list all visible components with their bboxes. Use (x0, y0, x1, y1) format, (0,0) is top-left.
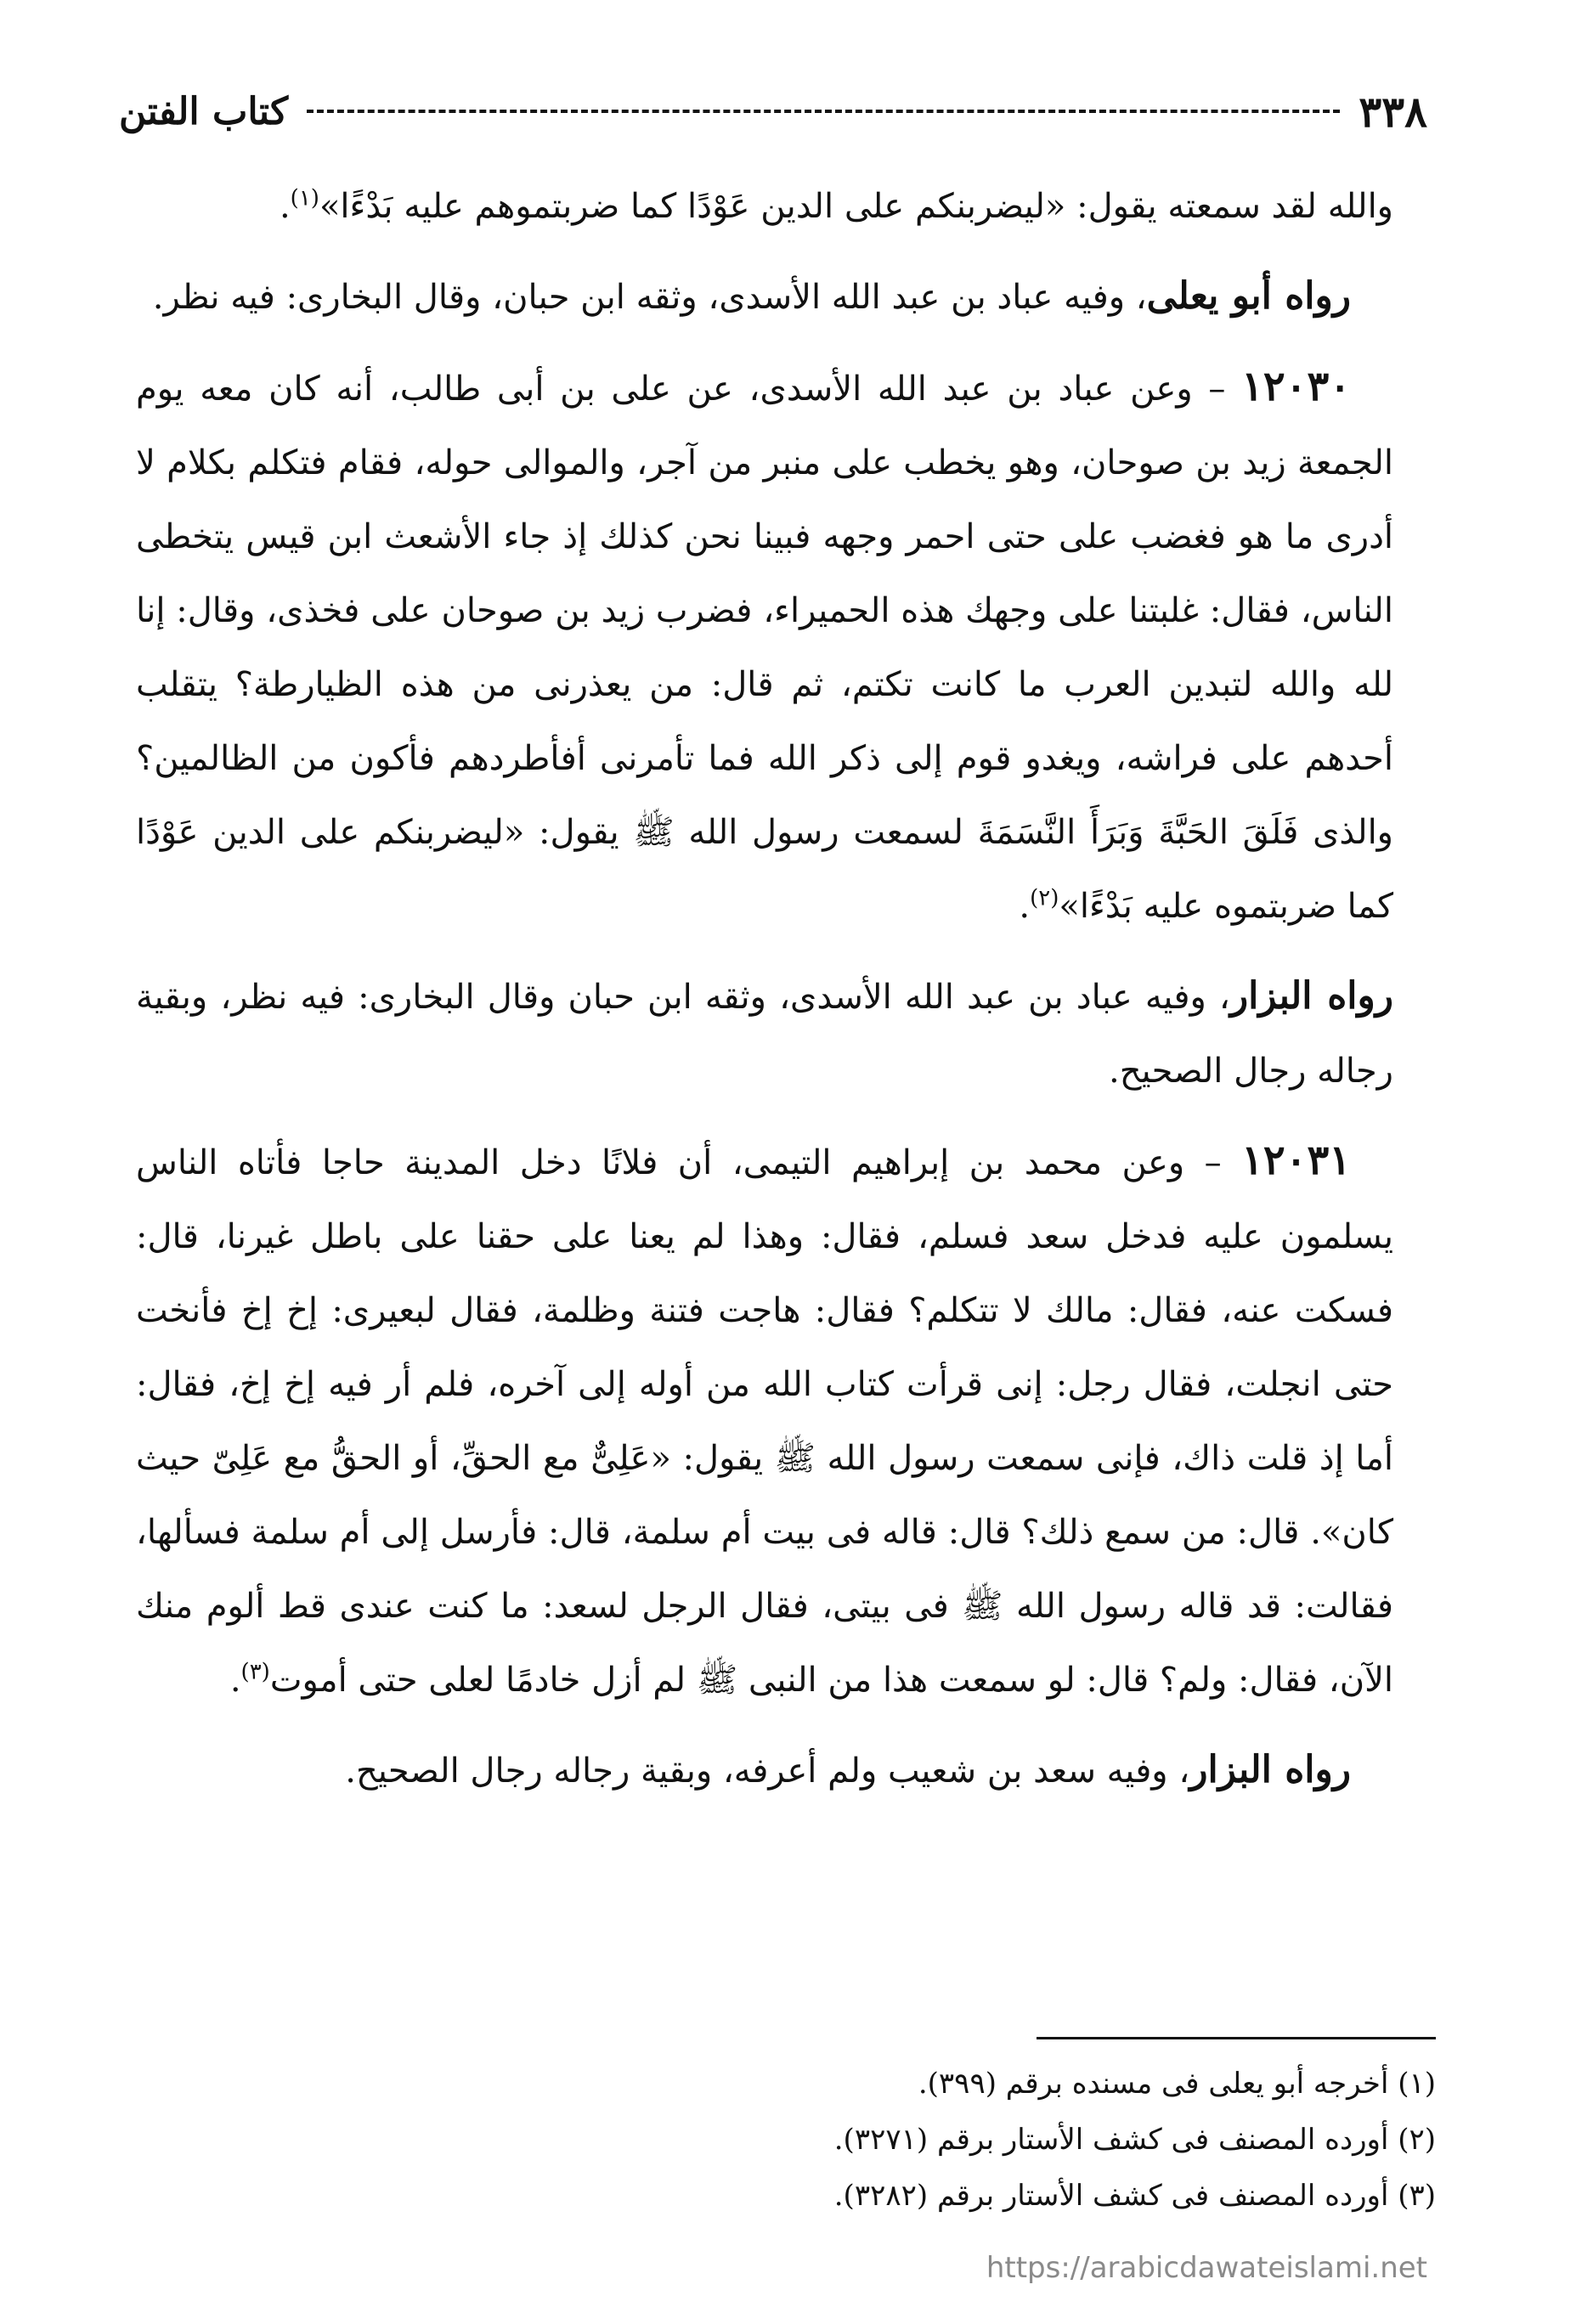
watermark-url: https://arabicdawateislami.net (986, 2251, 1427, 2285)
footnote-item: (٣) أورده المصنف فى كشف الأستار برقم (٣٢٨٢). (833, 2179, 1436, 2213)
footnote-item: (٢) أورده المصنف فى كشف الأستار برقم (٣٢٧١). (833, 2123, 1436, 2157)
paragraph-text: ، وفيه عباد بن عبد الله الأسدى، وثقه ابن حبان، وقال البخارى: فيه نظر. (152, 278, 1147, 317)
book-title: كتاب الفتن (119, 89, 289, 133)
hadith-entry: ١٢٠٣٠ – وعن عباد بن عبد الله الأسدى، عن على بن أبى طالب، أنه كان معه يوم الجمعة زيد بن صوحان، وهو يخطب على منبر من آجر، والموالى حوله، فقام فتكلم بكلام لا أدرى ما هو فغضب على حتى احمر وجهه فبينا نحن كذلك إذ جاء الأشعث ابن قيس يتخطى الناس، فقال: غلبتنا على وجهك هذه الحميراء، فضرب زيد بن صوحان على فخذى، وقال: إنا لله والله لتبدين العرب ما كانت تكتم، ثم قال: من يعذرنى من هذه الظيارطة؟ يتقلب أحدهم على فراشه، ويغدو قوم إلى ذكر الله فما تأمرنى أفأطردهم فأكون من الظالمين؟ والذى فَلَقَ الحَبَّةَ وَبَرَأَ النَّسَمَةَ لسمعت رسول الله ﷺ يقول: «ليضربنكم على الدين عَوْدًا كما ضربتموه عليه بَدْءًا»$^{(٢)}$. (136, 363, 1393, 926)
hadith-text: – وعن عباد بن عبد الله الأسدى، عن على بن أبى طالب، أنه كان معه يوم الجمعة زيد بن صوحان، وهو يخطب على منبر من آجر، والموالى حوله، فقام فتكلم بكلام لا أدرى ما هو فغضب على حتى احمر وجهه فبينا نحن كذلك إذ جاء الأشعث ابن قيس يتخطى الناس، فقال: غلبتنا على وجهك هذه الحميراء، فضرب زيد بن صوحان على فخذى، وقال: إنا لله والله لتبدين العرب ما كانت تكتم، ثم قال: من يعذرنى من هذه الظيارطة؟ يتقلب أحدهم على فراشه، ويغدو قوم إلى ذكر الله فما تأمرنى أفأطردهم فأكون من الظالمين؟ والذى فَلَقَ الحَبَّةَ وَبَرَأَ النَّسَمَةَ لسمعت رسول الله ﷺ يقول: «ليضربنكم على الدين عَوْدًا كما ضربتموه عليه بَدْءًا» (136, 369, 1393, 926)
footnote-divider (1037, 2037, 1436, 2039)
paragraph-quote-end: والله لقد سمعته يقول: «ليضربنكم على الدين عَوْدًا كما ضربتموهم عليه بَدْءًا»$^{(١)}$. (279, 185, 1393, 226)
footnotes (595, 2056, 1436, 2224)
paragraph-narration (136, 959, 1393, 1108)
hadith-text: – وعن محمد بن إبراهيم التيمى، أن فلانًا دخل المدينة حاجا فأتاه الناس يسلمون عليه فدخل سعد فسلم، فقال: وهذا لم يعنا على حقنا على باطل غيرنا، قال: فسكت عنه، فقال: مالك لا تتكلم؟ فقال: هاجت فتنة وظلمة، فقال لبعيرى: إخ إخ فأنخت حتى انجلت، فقال رجل: إنى قرأت كتاب الله من أوله إلى آخره، فلم أر فيه إخ إخ، فقال: أما إذ قلت ذاك، فإنى سمعت رسول الله ﷺ يقول: «عَلِىٌّ مع الحقِّ، أو الحقُّ مع عَلِىّ حيث كان». قال: من سمع ذلك؟ قال: قاله فى بيت أم سلمة، قال: فأرسل إلى أم سلمة فسألها، فقالت: قد قاله رسول الله ﷺ فى بيتى، فقال الرجل لسعد: ما كنت عندى قط ألوم منك الآن، فقال: ولم؟ قال: لو سمعت هذا من النبى ﷺ لم أزل خادمًا لعلى حتى أموت (136, 1143, 1393, 1700)
hadith-number: ١٢٠٣٠ (1241, 363, 1351, 410)
paragraph-narration (136, 259, 1393, 335)
paragraph-text: ، وفيه سعد بن شعيب ولم أعرفه، وبقية رجاله رجال الصحيح. (345, 1751, 1190, 1791)
footnote-ref: (١) (290, 185, 319, 212)
paragraph-text: ، وفيه عباد بن عبد الله الأسدى، وثقه ابن حبان وقال البخارى: فيه نظر، وبقية رجاله رجال الصحيح. (136, 978, 1393, 1091)
paragraph-text: والله لقد سمعته يقول: «ليضربنكم على الدين عَوْدًا كما ضربتموهم عليه بَدْءًا» (319, 187, 1393, 226)
narrator-label: رواه أبو يعلى (1146, 274, 1351, 318)
hadith-entry: ١٢٠٣١ – وعن محمد بن إبراهيم التيمى، أن فلانًا دخل المدينة حاجا فأتاه الناس يسلمون عليه فدخل سعد فسلم، فقال: وهذا لم يعنا على حقنا على باطل غيرنا، قال: فسكت عنه، فقال: مالك لا تتكلم؟ فقال: هاجت فتنة وظلمة، فقال لبعيرى: إخ إخ فأنخت حتى انجلت، فقال رجل: إنى قرأت كتاب الله من أوله إلى آخره، فلم أر فيه إخ إخ، فقال: أما إذ قلت ذاك، فإنى سمعت رسول الله ﷺ يقول: «عَلِىٌّ مع الحقِّ، أو الحقُّ مع عَلِىّ حيث كان». قال: من سمع ذلك؟ قال: قاله فى بيت أم سلمة، قال: فأرسل إلى أم سلمة فسألها، فقالت: قد قاله رسول الله ﷺ فى بيتى، فقال الرجل لسعد: ما كنت عندى قط ألوم منك الآن، فقال: ولم؟ قال: لو سمعت هذا من النبى ﷺ لم أزل خادمًا لعلى حتى أموت$^{(٣)}$. (136, 1137, 1393, 1700)
footnote-ref: (٢) (1030, 885, 1059, 911)
header-divider (307, 110, 1340, 113)
footnote-ref: (٣) (240, 1659, 270, 1685)
page-header (119, 82, 1427, 141)
main-text (136, 170, 1393, 1824)
page-number: ٣٣٨ (1359, 86, 1427, 137)
paragraph-narration (136, 1733, 1393, 1808)
footnote-item: (١) أخرجه أبو يعلى فى مسنده برقم (٣٩٩). (918, 2067, 1436, 2101)
narrator-label: رواه البزار (1189, 1748, 1351, 1791)
hadith-number: ١٢٠٣١ (1241, 1137, 1351, 1184)
narrator-label: رواه البزار (1229, 974, 1393, 1018)
